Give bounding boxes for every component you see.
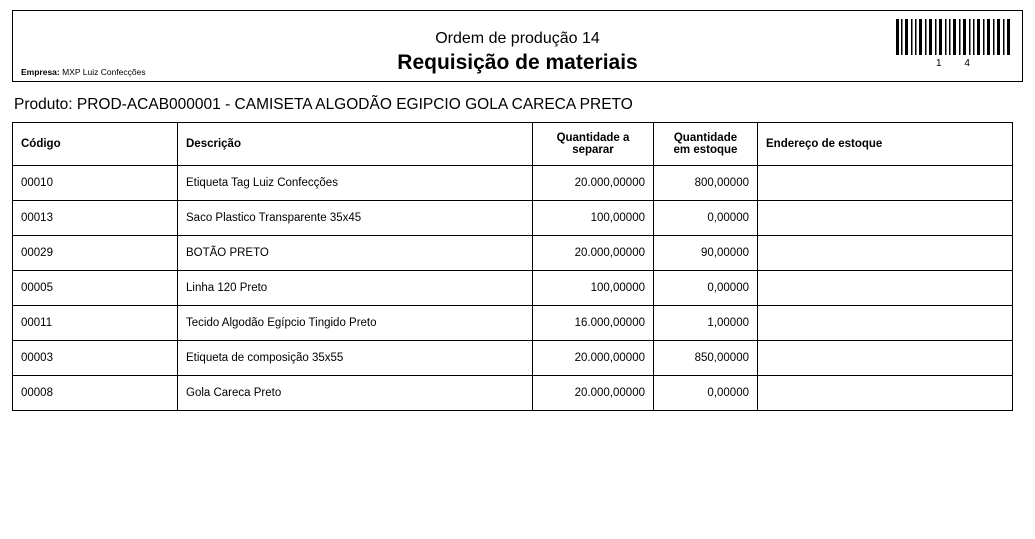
- cell-quantidade-separar: 16.000,00000: [533, 306, 654, 341]
- cell-descricao: Tecido Algodão Egípcio Tingido Preto: [178, 306, 533, 341]
- barcode-area: [894, 19, 1012, 70]
- table-row: [13, 341, 1013, 376]
- document-title: Requisição de materiais: [397, 51, 638, 74]
- cell-codigo: 00003: [13, 341, 178, 376]
- header-titles: [13, 29, 1022, 76]
- cell-endereco: [758, 166, 1013, 201]
- cell-quantidade-estoque: 0,00000: [654, 376, 758, 411]
- cell-descricao: Etiqueta de composição 35x55: [178, 341, 533, 376]
- order-title: Ordem de produção 14: [435, 30, 600, 47]
- cell-quantidade-separar: 100,00000: [533, 271, 654, 306]
- cell-quantidade-estoque: 90,00000: [654, 236, 758, 271]
- document-header: [12, 10, 1023, 82]
- cell-quantidade-separar: 20.000,00000: [533, 236, 654, 271]
- cell-quantidade-estoque: 0,00000: [654, 271, 758, 306]
- cell-quantidade-separar: 20.000,00000: [533, 341, 654, 376]
- cell-quantidade-estoque: 0,00000: [654, 201, 758, 236]
- product-line: Produto: PROD-ACAB000001 - CAMISETA ALGODÃO EGIPCIO GOLA CARECA PRETO: [14, 96, 633, 113]
- column-header-quantidade-separar-line1: Quantidade a: [556, 132, 630, 144]
- table-row: [13, 201, 1013, 236]
- cell-quantidade-estoque: 850,00000: [654, 341, 758, 376]
- column-header-quantidade-separar-line2: separar: [572, 144, 614, 156]
- table-row: [13, 271, 1013, 306]
- cell-codigo: 00010: [13, 166, 178, 201]
- cell-descricao: Gola Careca Preto: [178, 376, 533, 411]
- cell-descricao: Etiqueta Tag Luiz Confecções: [178, 166, 533, 201]
- cell-quantidade-estoque: 800,00000: [654, 166, 758, 201]
- table-row: [13, 306, 1013, 341]
- cell-descricao: Saco Plastico Transparente 35x45: [178, 201, 533, 236]
- column-header-descricao: Descrição: [178, 123, 533, 166]
- company-info: [21, 67, 146, 78]
- table-header: [13, 123, 1013, 166]
- cell-codigo: 00013: [13, 201, 178, 236]
- cell-quantidade-separar: 100,00000: [533, 201, 654, 236]
- table-row: [13, 236, 1013, 271]
- column-header-quantidade-separar: [533, 123, 654, 166]
- table-row: [13, 166, 1013, 201]
- table-header-row: [13, 123, 1013, 166]
- cell-quantidade-separar: 20.000,00000: [533, 376, 654, 411]
- company-label: Empresa:: [21, 67, 60, 77]
- column-header-quantidade-estoque: [654, 123, 758, 166]
- cell-descricao: BOTÃO PRETO: [178, 236, 533, 271]
- cell-endereco: [758, 376, 1013, 411]
- cell-descricao: Linha 120 Preto: [178, 271, 533, 306]
- cell-endereco: [758, 271, 1013, 306]
- company-name: MXP Luiz Confecções: [62, 67, 146, 77]
- cell-quantidade-separar: 20.000,00000: [533, 166, 654, 201]
- table-row: [13, 376, 1013, 411]
- column-header-quantidade-estoque-line2: em estoque: [673, 144, 738, 156]
- cell-codigo: 00008: [13, 376, 178, 411]
- cell-endereco: [758, 201, 1013, 236]
- cell-codigo: 00005: [13, 271, 178, 306]
- cell-codigo: 00029: [13, 236, 178, 271]
- table-body: [13, 166, 1013, 411]
- column-header-quantidade-estoque-line1: Quantidade: [673, 132, 738, 144]
- cell-endereco: [758, 341, 1013, 376]
- cell-quantidade-estoque: 1,00000: [654, 306, 758, 341]
- column-header-endereco: Endereço de estoque: [758, 123, 1013, 166]
- barcode-icon: [894, 19, 1012, 55]
- cell-endereco: [758, 236, 1013, 271]
- materials-table: [12, 122, 1013, 411]
- cell-endereco: [758, 306, 1013, 341]
- column-header-codigo: Código: [13, 123, 178, 166]
- barcode-number: 1 4: [936, 58, 980, 69]
- cell-codigo: 00011: [13, 306, 178, 341]
